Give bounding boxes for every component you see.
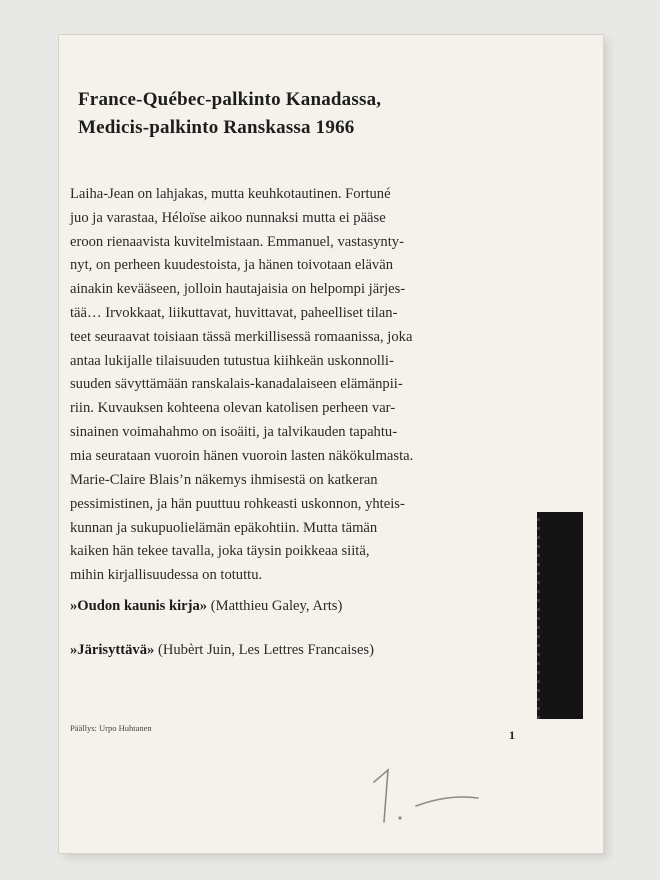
author-paragraph [70,469,484,588]
text-line: teet seuraavat toisiaan tässä merkillisessä romaanissa, joka [70,328,413,345]
text-line: eroon rienaavista kuvitelmistaan. Emmanuel, vastasynty- [70,233,404,250]
text-line: suuden sävyttämään ranskalais-kanadalaiseen elämänpii- [70,376,403,393]
cover-heading [78,86,381,142]
page-number: 1 [509,728,515,742]
text-line: tää… Irvokkaat, liikuttavat, huvittavat, paheelliset tilan- [70,304,398,321]
text-line: kunnan ja sukupuolielämän epäkohtiin. Mutta tämän [70,519,378,536]
text-line: antaa lukijalle tilaisuuden tutustua kiihkeän uskonnolli- [70,352,394,369]
review-quote [70,598,342,615]
text-line: mia seurataan vuoroin hänen vuoroin lasten näkökulmasta. [70,447,414,464]
text-line: Laiha-Jean on lahjakas, mutta keuhkotautinen. Fortuné [70,186,391,202]
black-tape-strip [539,512,583,719]
heading-line: France-Québec-palkinto Kanadassa, [78,89,382,110]
text-line: riin. Kuvauksen kohteena olevan katolisen perheen var- [70,400,396,417]
quote-title: »Järisyttävä» [70,642,155,658]
pencil-price-mark [360,760,490,830]
text-line: sinainen voimahahmo on isoäiti, ja talvikauden tapahtu- [70,423,398,440]
cover-credit: Päällys: Urpo Huhtanen [70,723,152,733]
review-quote [70,642,374,659]
text-line: juo ja varastaa, Héloïse aikoo nunnaksi mutta ei pääse [70,209,386,226]
heading-line: Medicis-palkinto Ranskassa 1966 [78,117,355,138]
text-line: kaiken hän tekee tavalla, joka täysin poikkeaa siitä, [70,543,370,560]
text-line: nyt, on perheen kuudestoista, ja hänen toivotaan elävän [70,257,393,274]
quote-title: »Oudon kaunis kirja» [70,598,208,614]
text-line: Marie-Claire Blais’n näkemys ihmisestä on katkeran [70,472,378,488]
text-line: ainakin kevääseen, jolloin hautajaisia on helpompi järjes- [70,281,406,298]
quote-source: (Hubèrt Juin, Les Lettres Francaises) [157,642,374,658]
text-line: pessimistinen, ja hän puuttuu rohkeasti uskonnon, yhteis- [70,495,405,512]
synopsis-paragraph [70,183,484,469]
quote-source: (Matthieu Galey, Arts) [210,598,343,614]
text-line: mihin kirjallisuudessa on totuttu. [70,567,263,584]
